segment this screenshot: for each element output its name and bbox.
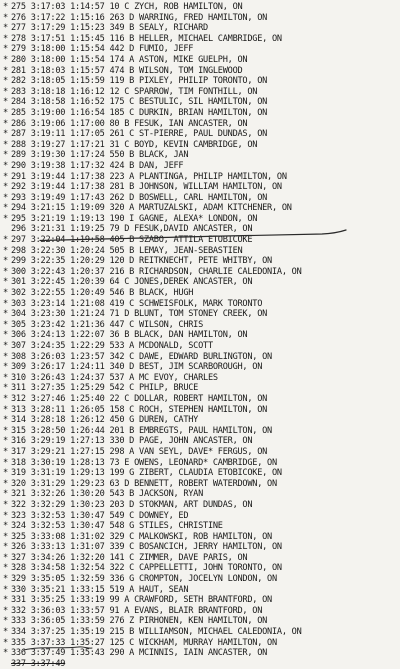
row-text: 279 3:18:00 1:15:54 442 D FUMIO, JEFF xyxy=(11,44,194,55)
row-marker: * xyxy=(3,436,8,447)
row-text: 278 3:17:51 1:15:45 116 B HELLER, MICHAEL CAMBRIDGE, ON xyxy=(11,33,282,44)
row-marker: * xyxy=(3,139,8,150)
row-text: 306 3:24:13 1:22:07 36 B BLACK, DAN HAMILTON, ON xyxy=(11,330,248,341)
row-marker: * xyxy=(3,584,8,595)
row-marker: * xyxy=(3,574,8,585)
row-text: 287 3:19:11 1:17:05 261 C ST-PIERRE, PAUL DUNDAS, ON xyxy=(11,129,268,140)
row-text: 282 3:18:05 1:15:59 119 B PIXLEY, PHILIP TORONTO, ON xyxy=(11,76,268,87)
row-marker: * xyxy=(3,171,8,182)
row-marker: * xyxy=(3,531,8,542)
row-marker: * xyxy=(3,341,8,351)
row-marker: * xyxy=(3,235,8,246)
row-text: 314 3:28:18 1:26:12 450 G DUREN, CATHY xyxy=(11,415,199,426)
result-row xyxy=(3,659,397,669)
row-marker: * xyxy=(3,12,8,23)
row-marker: * xyxy=(3,97,8,108)
row-text: 299 3:22:35 1:20:29 120 D REITKNECHT, PETE WHITBY, ON xyxy=(11,256,272,267)
row-marker: * xyxy=(3,393,8,404)
row-text: 337 3:37:49 xyxy=(11,658,66,669)
row-marker: * xyxy=(3,372,8,383)
row-marker: * xyxy=(3,54,8,65)
row-marker: * xyxy=(3,510,8,521)
row-text: 319 3:31:19 1:29:13 199 G ZIBERT, CLAUDIA ETOBICOKE, ON xyxy=(11,468,282,479)
row-text: 288 3:19:27 1:17:21 31 C BOYD, KEVIN CAMBRIDGE, ON xyxy=(11,139,258,150)
row-text: 308 3:26:03 1:23:57 342 C DAWE, EDWARD BURLINGTON, ON xyxy=(11,351,272,362)
row-marker: * xyxy=(3,203,8,214)
row-marker: * xyxy=(3,457,8,468)
row-marker: * xyxy=(3,425,8,436)
row-text: 326 3:33:13 1:31:07 339 C BOSANCICH, JERRY HAMILTON, ON xyxy=(11,542,282,553)
row-text: 283 3:18:18 1:16:12 12 C SPARROW, TIM FONTHILL, ON xyxy=(11,86,258,97)
row-marker: * xyxy=(3,298,8,309)
pen-scribble xyxy=(24,647,92,650)
row-text: 275 3:17:03 1:14:57 10 C ZYCH, ROB HAMILTON, ON xyxy=(11,2,243,12)
row-marker: * xyxy=(3,605,8,616)
row-marker: * xyxy=(3,319,8,330)
row-marker: * xyxy=(3,256,8,267)
row-text: 316 3:29:19 1:27:13 330 D PAGE, JOHN ANCASTER, ON xyxy=(11,436,253,447)
row-text: 311 3:27:35 1:25:29 542 C PHILP, BRUCE xyxy=(11,383,199,394)
pen-underline xyxy=(40,230,346,241)
row-text: 313 3:28:11 1:26:05 158 C ROCH, STEPHEN HAMILTON, ON xyxy=(11,404,268,415)
row-marker: * xyxy=(3,478,8,489)
row-text: 293 3:19:49 1:17:43 262 D BOSWELL, CARL HAMILTON, ON xyxy=(11,192,268,203)
row-marker: * xyxy=(3,213,8,224)
row-marker: * xyxy=(3,118,8,129)
row-text: 329 3:35:05 1:32:59 336 G CROMPTON, JOCELYN LONDON, ON xyxy=(11,574,277,585)
row-marker: * xyxy=(3,23,8,34)
row-text: 320 3:31:29 1:29:23 63 D BENNETT, ROBERT WATERDOWN, ON xyxy=(11,478,277,489)
row-text: 286 3:19:06 1:17:00 80 B FESUK, IAN ANCASTER, ON xyxy=(11,118,248,129)
row-marker: * xyxy=(3,44,8,55)
row-marker: * xyxy=(3,595,8,606)
row-text: 295 3:21:19 1:19:13 190 I GAGNE, ALEXA* LONDON, ON xyxy=(11,213,258,224)
row-text: 312 3:27:46 1:25:40 22 C DOLLAR, ROBERT HAMILTON, ON xyxy=(11,393,268,404)
row-text: 291 3:19:44 1:17:38 223 A PLANTINGA, PHILIP HAMILTON, ON xyxy=(11,171,287,182)
row-marker: * xyxy=(3,2,8,12)
row-marker: * xyxy=(3,266,8,277)
row-text: 284 3:18:58 1:16:52 175 C BESTULIC, SIL HAMILTON, ON xyxy=(11,97,268,108)
row-text: 294 3:21:15 1:19:09 320 A MARTUZALSKI, ADAM KITCHENER, ON xyxy=(11,203,292,214)
row-marker: * xyxy=(3,648,8,659)
row-marker: * xyxy=(3,552,8,563)
row-text: 309 3:26:17 1:24:11 340 D BEST, JIM SCARBOROUGH, ON xyxy=(11,362,263,373)
row-marker: * xyxy=(3,637,8,648)
row-text: 289 3:19:30 1:17:24 550 B BLACK, JAN xyxy=(11,150,189,161)
row-marker: * xyxy=(3,627,8,638)
row-marker: * xyxy=(3,499,8,510)
row-text: 307 3:24:35 1:22:29 533 A MCDONALD, SCOTT xyxy=(11,341,213,351)
row-marker: * xyxy=(3,129,8,140)
row-marker: * xyxy=(3,415,8,426)
row-marker: * xyxy=(3,446,8,457)
row-text: 332 3:36:03 1:33:57 91 A EVANS, BLAIR BRANTFORD, ON xyxy=(11,605,263,616)
row-text: 305 3:23:42 1:21:36 447 C WILSON, CHRIS xyxy=(11,319,204,330)
row-marker: * xyxy=(3,86,8,97)
row-text: 315 3:28:50 1:26:44 201 B EMBREGTS, PAUL HAMILTON, ON xyxy=(11,425,272,436)
row-text: 310 3:26:43 1:24:37 537 A MC EVOY, CHARLES xyxy=(11,372,218,383)
row-marker: * xyxy=(3,76,8,87)
row-text: 333 3:36:05 1:33:59 276 Z PIRHONEN, KEN HAMILTON, ON xyxy=(11,616,268,627)
row-text: 335 3:37:33 1:35:27 125 C WICKHAM, MURRAY HAMILTON, ON xyxy=(11,637,277,648)
row-marker: * xyxy=(3,489,8,500)
row-text: 298 3:22:30 1:20:24 505 B LEMAY, JEAN-SEBASTIEN xyxy=(11,245,243,256)
row-text: 290 3:19:38 1:17:32 424 B DAN, JEFF xyxy=(11,160,184,171)
row-text: 334 3:37:25 1:35:19 215 B WILLIAMSON, MICHAEL CALEDONIA, ON xyxy=(11,627,302,638)
row-marker: * xyxy=(3,351,8,362)
row-text: 331 3:35:25 1:33:19 99 A CRAWFORD, SETH BRANTFORD, ON xyxy=(11,595,272,606)
row-text: 297 3:22:04 1:19:58 405 B SZABO, ATTILA ETOBICOKE xyxy=(11,235,253,246)
row-marker: * xyxy=(3,468,8,479)
row-text: 318 3:30:19 1:28:13 73 E OWENS, LEONARD* CAMBRIDGE, ON xyxy=(11,457,277,468)
row-marker: * xyxy=(3,65,8,76)
row-text: 300 3:22:43 1:20:37 216 B RICHARDSON, CHARLIE CALEDONIA, ON xyxy=(11,266,302,277)
row-marker: * xyxy=(3,542,8,553)
row-text: 324 3:32:53 1:30:47 548 G STILES, CHRISTINE xyxy=(11,521,223,532)
row-text: 327 3:34:26 1:32:20 141 C ZIMMER, DAVE PARIS, ON xyxy=(11,552,248,563)
row-marker: * xyxy=(3,563,8,574)
row-marker: * xyxy=(3,160,8,171)
row-text: 322 3:32:29 1:30:23 203 D STOKMAN, ART DUNDAS, ON xyxy=(11,499,253,510)
row-marker: * xyxy=(3,277,8,288)
row-text: 281 3:18:03 1:15:57 474 B WILSON, TOM INGLEWOOD xyxy=(11,65,243,76)
row-text: 301 3:22:45 1:20:39 64 C JONES,DEREK ANCASTER, ON xyxy=(11,277,253,288)
row-marker: * xyxy=(3,192,8,203)
row-marker: * xyxy=(3,182,8,193)
row-text: 303 3:23:14 1:21:08 419 C SCHWEISFOLK, MARK TORONTO xyxy=(11,298,263,309)
row-marker: * xyxy=(3,150,8,161)
row-text: 296 3:21:31 1:19:25 79 D FESUK,DAVID ANCASTER, ON xyxy=(11,224,253,235)
row-text: 321 3:32:26 1:30:20 543 B JACKSON, RYAN xyxy=(11,489,204,500)
row-text: 325 3:33:08 1:31:02 329 C MALKOWSKI, ROB HAMILTON, ON xyxy=(11,531,272,542)
row-text: 304 3:23:30 1:21:24 71 D BLUNT, TOM STONEY CREEK, ON xyxy=(11,309,268,320)
row-text: 336 3:37:49 1:35:43 290 A MCINNIS, IAIN ANCASTER, ON xyxy=(11,648,268,659)
row-marker: * xyxy=(3,288,8,299)
row-text: 302 3:22:55 1:20:49 546 B BLACK, HUGH xyxy=(11,288,194,299)
row-marker: * xyxy=(3,33,8,44)
row-marker: * xyxy=(3,245,8,256)
row-marker: * xyxy=(3,616,8,627)
row-marker: * xyxy=(3,107,8,118)
row-text: 280 3:18:00 1:15:54 174 A ASTON, MIKE GUELPH, ON xyxy=(11,54,248,65)
row-text: 328 3:34:58 1:32:54 322 C CAPPELLETTI, JOHN TORONTO, ON xyxy=(11,563,282,574)
row-text: 276 3:17:22 1:15:16 263 D WARRING, FRED HAMILTON, ON xyxy=(11,12,268,23)
row-marker: * xyxy=(3,521,8,532)
row-text: 330 3:35:21 1:33:15 519 A HAUT, SEAN xyxy=(11,584,189,595)
row-text: 277 3:17:29 1:15:23 349 B SEALY, RICHARD xyxy=(11,23,208,34)
row-text: 292 3:19:44 1:17:38 281 B JOHNSON, WILLIAM HAMILTON, ON xyxy=(11,182,282,193)
row-text: 285 3:19:00 1:16:54 185 C DURKIN, BRIAN HAMILTON, ON xyxy=(11,107,268,118)
row-marker: * xyxy=(3,362,8,373)
row-text: 317 3:29:21 1:27:15 298 A VAN SEYL, DAVE* FERGUS, ON xyxy=(11,446,268,457)
row-marker: * xyxy=(3,383,8,394)
row-marker: * xyxy=(3,309,8,320)
row-text: 323 3:32:53 1:30:47 549 C DOWNEY, ED xyxy=(11,510,189,521)
row-marker: * xyxy=(3,404,8,415)
row-marker: * xyxy=(3,330,8,341)
